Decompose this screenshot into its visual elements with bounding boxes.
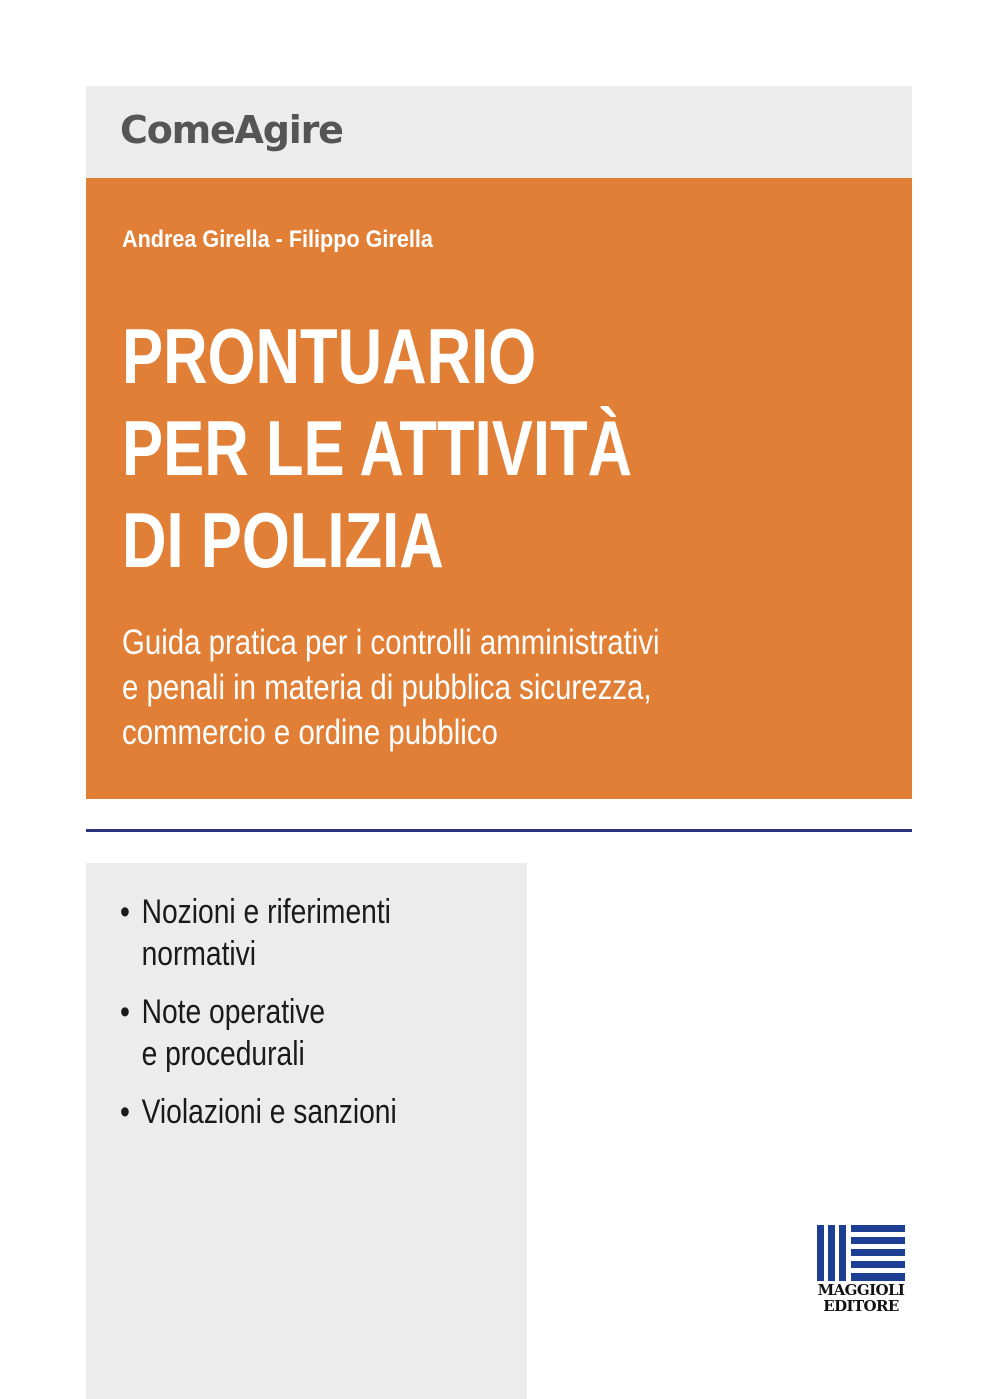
publisher-line: MAGGIOLI xyxy=(817,1281,905,1299)
feature-text: Note operative xyxy=(141,993,326,1031)
feature-item xyxy=(120,1091,397,1133)
authors: Andrea Girella - Filippo Girella xyxy=(122,226,433,253)
title-line: PER LE ATTIVITÀ xyxy=(122,404,633,492)
feature-text: Violazioni e sanzioni xyxy=(141,1093,397,1131)
title-line: PRONTUARIO xyxy=(122,312,537,400)
series-header xyxy=(86,86,912,178)
feature-item xyxy=(120,891,397,975)
bullet-icon: • xyxy=(120,893,130,931)
feature-text: Nozioni e riferimenti xyxy=(141,893,391,931)
title-panel xyxy=(86,178,912,799)
subtitle-line: commercio e ordine pubblico xyxy=(122,713,498,752)
publisher-name xyxy=(813,1282,909,1314)
feature-item xyxy=(120,991,397,1075)
feature-text: normativi xyxy=(141,935,257,973)
publisher-line: EDITORE xyxy=(823,1297,899,1315)
feature-text: e procedurali xyxy=(141,1035,305,1073)
subtitle-line: e penali in materia di pubblica sicurezza, xyxy=(122,668,652,707)
feature-list xyxy=(120,891,397,1149)
title-line: DI POLIZIA xyxy=(122,496,444,584)
bullet-icon: • xyxy=(120,1093,130,1131)
divider-line xyxy=(86,829,912,832)
series-name: ComeAgire xyxy=(120,108,343,152)
book-subtitle xyxy=(122,620,660,755)
subtitle-line: Guida pratica per i controlli amministrativi xyxy=(122,623,660,662)
bullet-icon: • xyxy=(120,993,130,1031)
book-title xyxy=(122,310,632,586)
publisher-logo xyxy=(813,1225,909,1315)
maggioli-logo-icon xyxy=(817,1225,905,1281)
features-box xyxy=(86,863,527,1399)
